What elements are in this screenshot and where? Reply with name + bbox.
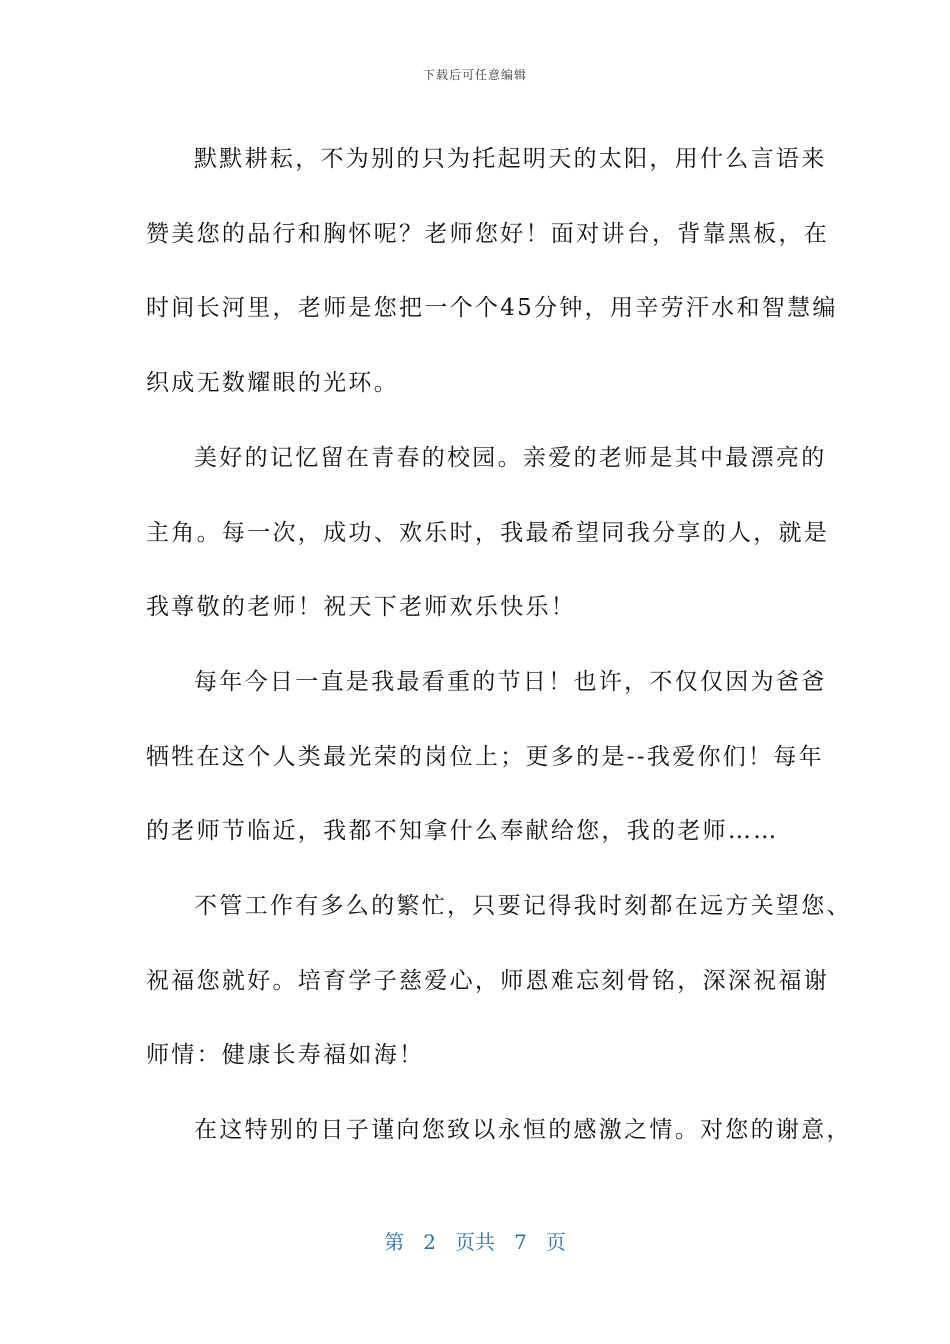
text-line: 每年今日一直是我最看重的节日！也许，不仅仅因为爸爸 <box>194 668 827 695</box>
document-body <box>146 122 852 1168</box>
text-line: 织成无数耀眼的光环。 <box>146 370 399 397</box>
paragraph-3 <box>146 645 826 869</box>
page-label-mid: 页共 <box>455 1230 495 1254</box>
page-footer <box>0 1226 950 1255</box>
text-line: 默默耕耘，不为别的只为托起明天的太阳，用什么言语来 <box>194 146 827 172</box>
paragraph-5 <box>146 1093 852 1168</box>
page-current-number: 2 <box>423 1230 436 1254</box>
text-line: 师情：健康长寿福如海！ <box>146 1042 425 1069</box>
page-label-prefix: 第 <box>384 1230 405 1254</box>
paragraph-2 <box>146 421 830 645</box>
page-total-number: 7 <box>514 1230 527 1254</box>
header-note: 下载后可任意编辑 <box>422 68 527 82</box>
text-line: 主角。每一次，成功、欢乐时，我最希望同我分享的人，就是 <box>146 519 830 546</box>
text-line: 美好的记忆留在青春的校园。亲爱的老师是其中最漂亮的 <box>194 444 827 471</box>
text-line: 在这特别的日子谨向您致以永恒的感激之情。对您的谢意， <box>194 1117 852 1144</box>
text-line: 不管工作有多么的繁忙，只要记得我时刻都在远方关望您、 <box>194 893 852 920</box>
text-line: 牺牲在这个人类最光荣的岗位上；更多的是--我爱你们！每年 <box>146 743 824 770</box>
text-line: 祝福您就好。培育学子慈爱心，师恩难忘刻骨铭，深深祝福谢 <box>146 967 830 994</box>
paragraph-4 <box>146 869 852 1093</box>
text-line: 赞美您的品行和胸怀呢？老师您好！面对讲台，背靠黑板，在 <box>146 220 830 247</box>
text-line: 时间长河里，老师是您把一个个45分钟，用辛劳汗水和智慧编 <box>146 295 838 322</box>
text-line: 的老师节临近，我都不知拿什么奉献给您，我的老师…… <box>146 818 779 845</box>
text-line: 我尊敬的老师！祝天下老师欢乐快乐！ <box>146 594 577 621</box>
paragraph-1 <box>146 122 838 421</box>
page-label-suffix: 页 <box>545 1230 566 1254</box>
